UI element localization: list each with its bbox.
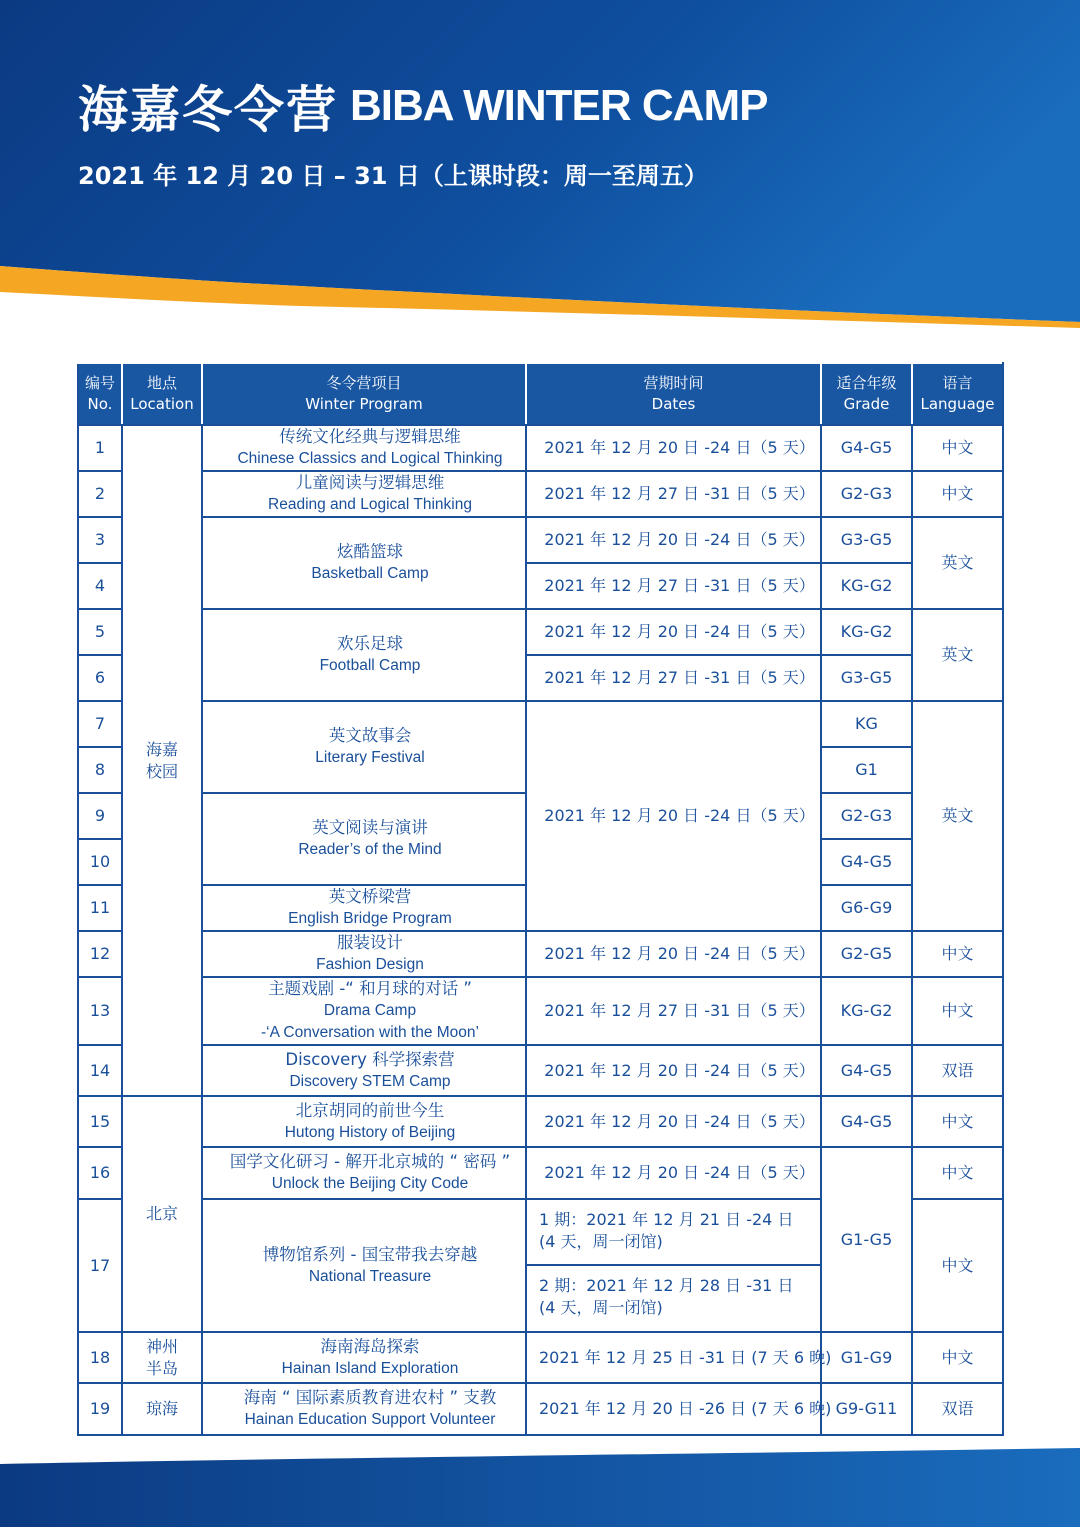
table-row bbox=[78, 1332, 1003, 1383]
table-row bbox=[78, 1147, 1003, 1199]
program-cell: 海南海岛探索 Hainan Island Exploration bbox=[202, 1332, 526, 1383]
language-cell: 中文 bbox=[912, 1147, 1003, 1199]
period-1-date: 1 期：2021 年 12 月 21 日 -24 日 (4 天，周一闭馆) bbox=[527, 1200, 820, 1266]
date-cell: 2021 年 12 月 20 日 -24 日（5 天） bbox=[526, 1096, 821, 1147]
camp-schedule-table bbox=[77, 362, 1004, 1436]
program-cell: 英文阅读与演讲 Reader’s of the Mind bbox=[202, 793, 526, 885]
row-number: 13 bbox=[78, 977, 122, 1045]
program-cell: 主题戏剧 -“ 和月球的对话 ” Drama Camp -‘A Conversation with the Moon’ bbox=[202, 977, 526, 1045]
table-row bbox=[78, 1045, 1003, 1096]
location-cell: 琼海 bbox=[122, 1383, 202, 1435]
grade-cell: G2-G5 bbox=[821, 931, 912, 977]
header-grade: 适合年级 Grade bbox=[821, 363, 912, 425]
table-row bbox=[78, 1096, 1003, 1147]
date-cell: 2021 年 12 月 20 日 -26 日 (7 天 6 晚) bbox=[526, 1383, 821, 1435]
row-number: 12 bbox=[78, 931, 122, 977]
grade-cell: G1-G5 bbox=[821, 1147, 912, 1332]
row-number: 7 bbox=[78, 701, 122, 747]
grade-cell: G1-G9 bbox=[821, 1332, 912, 1383]
program-cell: 传统文化经典与逻辑思维 Chinese Classics and Logical Thinking bbox=[202, 425, 526, 471]
table-row bbox=[78, 425, 1003, 471]
title-english: BIBA WINTER CAMP bbox=[350, 81, 768, 130]
row-number: 3 bbox=[78, 517, 122, 563]
date-cell: 2021 年 12 月 27 日 -31 日（5 天） bbox=[526, 471, 821, 517]
header-no: 编号 No. bbox=[78, 363, 122, 425]
language-cell: 中文 bbox=[912, 1096, 1003, 1147]
table-row bbox=[78, 931, 1003, 977]
date-cell: 2021 年 12 月 20 日 -24 日（5 天） bbox=[526, 931, 821, 977]
row-number: 17 bbox=[78, 1199, 122, 1332]
language-cell: 中文 bbox=[912, 1332, 1003, 1383]
grade-cell: G4-G5 bbox=[821, 425, 912, 471]
program-cell: 儿童阅读与逻辑思维 Reading and Logical Thinking bbox=[202, 471, 526, 517]
grade-cell: KG-G2 bbox=[821, 563, 912, 609]
location-cell: 北京 bbox=[122, 1096, 202, 1332]
date-cell: 2021 年 12 月 20 日 -24 日（5 天） bbox=[526, 425, 821, 471]
page-title bbox=[78, 70, 767, 142]
location-cell: 神州 半岛 bbox=[122, 1332, 202, 1383]
grade-cell: KG-G2 bbox=[821, 609, 912, 655]
program-cell: 海南 “ 国际素质教育进农村 ” 支教 Hainan Education Support Volunteer bbox=[202, 1383, 526, 1435]
table-row bbox=[78, 517, 1003, 563]
footer-background bbox=[0, 1440, 1080, 1527]
row-number: 15 bbox=[78, 1096, 122, 1147]
header-language: 语言 Language bbox=[912, 363, 1003, 425]
period-2-date: 2 期：2021 年 12 月 28 日 -31 日 (4 天，周一闭馆) bbox=[539, 1276, 794, 1317]
language-cell: 英文 bbox=[912, 609, 1003, 701]
table-row bbox=[78, 1383, 1003, 1435]
grade-cell: G2-G3 bbox=[821, 471, 912, 517]
date-cell: 2021 年 12 月 20 日 -24 日（5 天） bbox=[526, 1147, 821, 1199]
row-number: 6 bbox=[78, 655, 122, 701]
grade-cell: G4-G5 bbox=[821, 1096, 912, 1147]
language-cell: 中文 bbox=[912, 977, 1003, 1045]
row-number: 1 bbox=[78, 425, 122, 471]
table-header-row bbox=[78, 363, 1003, 425]
language-cell: 双语 bbox=[912, 1045, 1003, 1096]
row-number: 10 bbox=[78, 839, 122, 885]
program-cell: 国学文化研习 - 解开北京城的 “ 密码 ” Unlock the Beijing City Code bbox=[202, 1147, 526, 1199]
grade-cell: KG-G2 bbox=[821, 977, 912, 1045]
date-cell: 2021 年 12 月 27 日 -31 日（5 天） bbox=[526, 655, 821, 701]
row-number: 18 bbox=[78, 1332, 122, 1383]
date-cell: 2021 年 12 月 20 日 -24 日（5 天） bbox=[526, 517, 821, 563]
program-cell: 北京胡同的前世今生 Hutong History of Beijing bbox=[202, 1096, 526, 1147]
table-row bbox=[78, 471, 1003, 517]
program-cell: 欢乐足球 Football Camp bbox=[202, 609, 526, 701]
row-number: 16 bbox=[78, 1147, 122, 1199]
date-cell: 2021 年 12 月 27 日 -31 日（5 天） bbox=[526, 563, 821, 609]
language-cell: 英文 bbox=[912, 517, 1003, 609]
header-program: 冬令营项目 Winter Program bbox=[202, 363, 526, 425]
location-cell: 海嘉 校园 bbox=[122, 425, 202, 1096]
grade-cell: G4-G5 bbox=[821, 1045, 912, 1096]
language-cell: 英文 bbox=[912, 701, 1003, 931]
row-number: 8 bbox=[78, 747, 122, 793]
grade-cell: G4-G5 bbox=[821, 839, 912, 885]
language-cell: 中文 bbox=[912, 471, 1003, 517]
row-number: 11 bbox=[78, 885, 122, 931]
program-cell: 英文故事会 Literary Festival bbox=[202, 701, 526, 793]
date-cell: 2021 年 12 月 20 日 -24 日（5 天） bbox=[526, 609, 821, 655]
date-cell: 2021 年 12 月 25 日 -31 日 (7 天 6 晚) bbox=[526, 1332, 821, 1383]
table-row bbox=[78, 701, 1003, 747]
header-location: 地点 Location bbox=[122, 363, 202, 425]
row-number: 9 bbox=[78, 793, 122, 839]
camp-dates-subtitle: 2021 年 12 月 20 日 – 31 日（上课时段：周一至周五） bbox=[78, 162, 708, 190]
language-cell: 双语 bbox=[912, 1383, 1003, 1435]
grade-cell: G6-G9 bbox=[821, 885, 912, 931]
date-cell-periods bbox=[526, 1199, 821, 1332]
row-number: 4 bbox=[78, 563, 122, 609]
program-cell: 英文桥梁营 English Bridge Program bbox=[202, 885, 526, 931]
table-row bbox=[78, 977, 1003, 1045]
row-number: 14 bbox=[78, 1045, 122, 1096]
grade-cell: G9-G11 bbox=[821, 1383, 912, 1435]
row-number: 19 bbox=[78, 1383, 122, 1435]
row-number: 5 bbox=[78, 609, 122, 655]
date-cell: 2021 年 12 月 27 日 -31 日（5 天） bbox=[526, 977, 821, 1045]
row-number: 2 bbox=[78, 471, 122, 517]
language-cell: 中文 bbox=[912, 1199, 1003, 1332]
grade-cell: G3-G5 bbox=[821, 517, 912, 563]
grade-cell: G3-G5 bbox=[821, 655, 912, 701]
grade-cell: KG bbox=[821, 701, 912, 747]
header-dates: 营期时间 Dates bbox=[526, 363, 821, 425]
program-cell: 炫酷篮球 Basketball Camp bbox=[202, 517, 526, 609]
language-cell: 中文 bbox=[912, 425, 1003, 471]
program-cell: Discovery 科学探索营 Discovery STEM Camp bbox=[202, 1045, 526, 1096]
grade-cell: G2-G3 bbox=[821, 793, 912, 839]
date-cell: 2021 年 12 月 20 日 -24 日（5 天） bbox=[526, 1045, 821, 1096]
grade-cell: G1 bbox=[821, 747, 912, 793]
title-chinese: 海嘉冬令营 bbox=[78, 81, 338, 139]
language-cell: 中文 bbox=[912, 931, 1003, 977]
program-cell: 服装设计 Fashion Design bbox=[202, 931, 526, 977]
program-cell: 博物馆系列 - 国宝带我去穿越 National Treasure bbox=[202, 1199, 526, 1332]
date-cell: 2021 年 12 月 20 日 -24 日（5 天） bbox=[526, 701, 821, 931]
table-row bbox=[78, 609, 1003, 655]
